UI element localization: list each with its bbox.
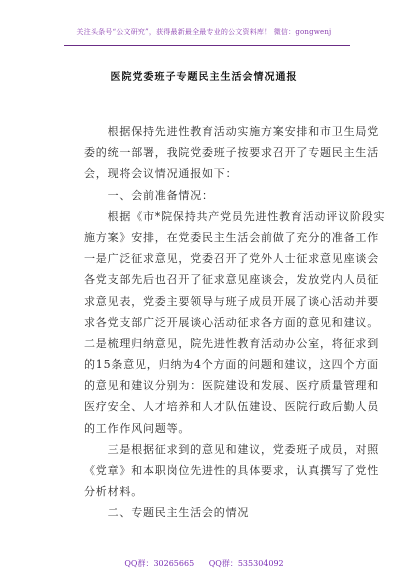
body-line: 根据保持先进性教育活动实施方案安排和市卫生局党 [84, 125, 379, 138]
body-line: 委的统一部署，我院党委班子按要求召开了专题民主生活 [84, 146, 379, 160]
body-line: 三是根据征求到的意见和建议，党委班子成员，对照 [84, 442, 379, 456]
header-banner: 关注头条号“公文研究”，获得最新最全最专业的公文资料库！ 微信：gongwenj [76, 28, 332, 36]
body-line: 医疗安全、人才培养和人才队伍建设、医院行政后勤人员 [84, 400, 379, 414]
body-line: 的工作作风问题等。 [84, 421, 191, 435]
footer-contact [0, 558, 408, 569]
body-line: 的15条意见，归纳为4个方面的问题和建议，这四个方面 [84, 358, 379, 372]
body-line: 求意见表，党委主要领导与班子成员开展了谈心活动并要 [84, 294, 379, 308]
document-title: 医院党委班子专题民主生活会情况通报 [110, 72, 298, 83]
body-line: 会，现将会议情况通报如下： [84, 167, 238, 181]
footer-qq-group-2: QQ群：535304092 [208, 559, 284, 568]
body-line: 分析材料。 [84, 485, 143, 499]
body-line: 各党支部先后也召开了征求意见座谈会，发放党内人员征 [84, 273, 379, 287]
body-line: 的意见和建议分别为：医院建设和发展、医疗质量管理和 [84, 379, 379, 393]
body-line: 求各党支部广泛开展谈心活动征求各方面的意见和建议。 [84, 315, 379, 329]
body-line: 二是梳理归纳意见，院先进性教育活动办公室，将征求到 [84, 336, 379, 350]
body-line: 一是广泛征求意见，党委召开了党外人士征求意见座谈会 [84, 252, 379, 266]
body-line: 根据《市*院保持共产党员先进性教育活动评议阶段实 [84, 209, 386, 223]
body-line: 施方案》安排，在党委民主生活会前做了充分的准备工作 [84, 230, 379, 244]
body-line: 二、专题民主生活会的情况 [84, 506, 250, 520]
document-body [84, 121, 386, 524]
body-line: 《党章》和本职岗位先进性的具体要求，认真撰写了党性 [84, 464, 379, 477]
body-line: 一、会前准备情况： [84, 188, 214, 202]
header-divider [64, 45, 350, 46]
footer-qq-group-1: QQ群：30265665 [124, 559, 195, 568]
